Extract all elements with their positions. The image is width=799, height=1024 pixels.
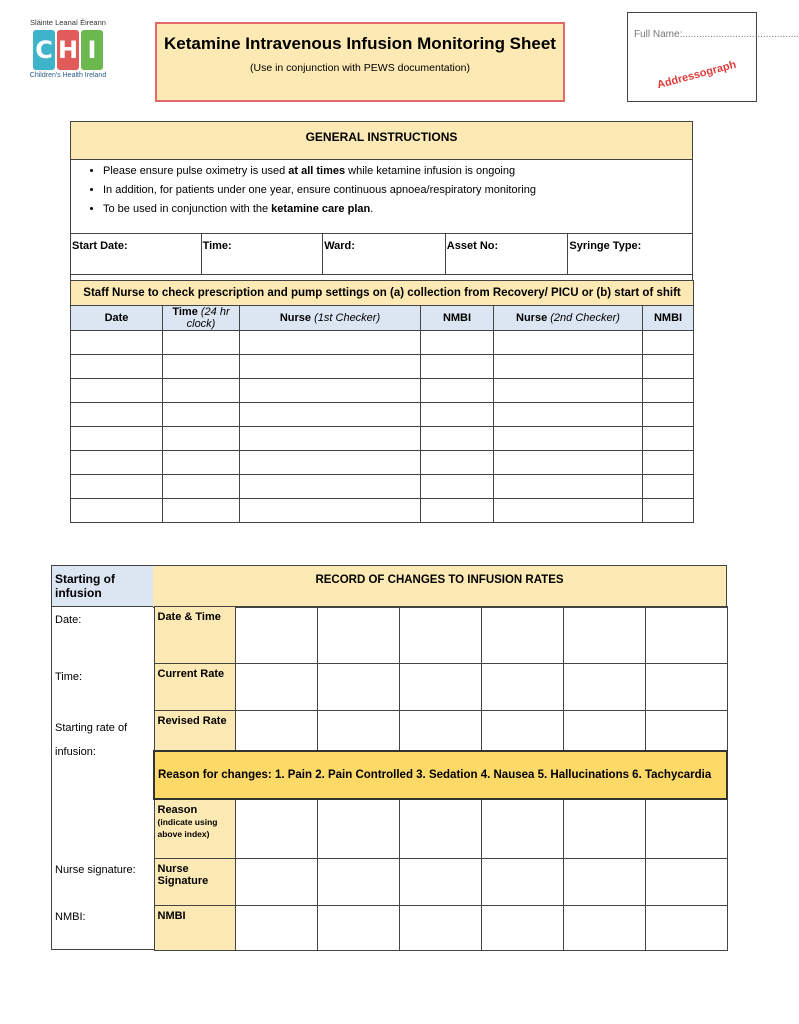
col-nmbi-2: NMBI: [643, 306, 694, 331]
nmbi-cell[interactable]: [399, 906, 481, 951]
reason-cell[interactable]: [317, 799, 399, 859]
chi-logo: [28, 18, 108, 98]
table-cell[interactable]: [71, 355, 163, 379]
staff-check-section: [70, 280, 693, 523]
reason-label: Reason (indicate using above index): [154, 799, 235, 859]
table-cell[interactable]: [71, 451, 163, 475]
instruction-item: • Please ensure pulse oximetry is used at all times while ketamine infusion is ongoing: [103, 165, 692, 177]
current-rate-cell[interactable]: [317, 664, 399, 711]
signature-cell[interactable]: [563, 859, 645, 906]
table-cell[interactable]: [421, 379, 494, 403]
logo-letter-blocks: [28, 30, 108, 70]
table-cell[interactable]: [240, 331, 421, 355]
table-row: [71, 475, 694, 499]
general-instructions-header: GENERAL INSTRUCTIONS: [71, 122, 692, 160]
nmbi-row-label: NMBI: [154, 906, 235, 951]
starting-infusion-header: Starting of infusion: [52, 566, 154, 607]
reasons-index: Reason for changes: 1. Pain 2. Pain Controlled 3. Sedation 4. Nausea 5. Hallucinations 6. Tachycardia: [154, 751, 727, 799]
table-row: [71, 403, 694, 427]
table-cell[interactable]: [421, 427, 494, 451]
table-cell[interactable]: [643, 427, 694, 451]
table-row: [71, 331, 694, 355]
table-cell[interactable]: [163, 331, 240, 355]
table-cell[interactable]: [643, 403, 694, 427]
infusion-record-section: [51, 565, 726, 948]
row-date-time: [154, 607, 727, 664]
table-cell[interactable]: [643, 499, 694, 523]
table-cell[interactable]: [421, 331, 494, 355]
instruction-list: [71, 165, 692, 215]
table-cell[interactable]: [240, 379, 421, 403]
current-rate-cell[interactable]: [481, 664, 563, 711]
table-cell[interactable]: [643, 451, 694, 475]
table-cell[interactable]: [163, 427, 240, 451]
nmbi-cell[interactable]: [645, 906, 727, 951]
table-cell[interactable]: [494, 427, 643, 451]
table-cell[interactable]: [643, 475, 694, 499]
table-cell[interactable]: [494, 499, 643, 523]
ward-field[interactable]: Ward:: [323, 234, 446, 274]
nmbi-cell[interactable]: [481, 906, 563, 951]
revised-rate-cell[interactable]: [563, 711, 645, 751]
logo-org-name: Sláinte Leanaí Éireann: [30, 18, 106, 27]
table-cell[interactable]: [240, 499, 421, 523]
signature-cell[interactable]: [235, 859, 317, 906]
row-nurse-signature: [154, 859, 727, 906]
row-current-rate: [154, 664, 727, 711]
table-cell[interactable]: [163, 379, 240, 403]
logo-subtitle: Children's Health Ireland: [29, 72, 107, 79]
asset-no-field[interactable]: Asset No:: [446, 234, 569, 274]
revised-rate-cell[interactable]: [645, 711, 727, 751]
row-nmbi: [154, 906, 727, 951]
table-cell[interactable]: [163, 403, 240, 427]
table-cell[interactable]: [71, 475, 163, 499]
table-cell[interactable]: [494, 451, 643, 475]
table-cell[interactable]: [494, 331, 643, 355]
col-time: Time (24 hr clock): [163, 306, 240, 331]
start-details-row: [71, 233, 692, 275]
table-cell[interactable]: [71, 403, 163, 427]
signature-cell[interactable]: [481, 859, 563, 906]
table-cell[interactable]: [163, 475, 240, 499]
instruction-item: • To be used in conjunction with the ketamine care plan.: [103, 203, 692, 215]
table-cell[interactable]: [240, 427, 421, 451]
reason-cell[interactable]: [563, 799, 645, 859]
table-cell[interactable]: [643, 331, 694, 355]
table-cell[interactable]: [71, 427, 163, 451]
staff-check-banner: Staff Nurse to check prescription and pump settings on (a) collection from Recovery/ PICU or (b) start of shift: [71, 281, 694, 306]
table-cell[interactable]: [421, 475, 494, 499]
date-time-label: Date & Time: [154, 607, 235, 664]
current-rate-label: Current Rate: [154, 664, 235, 711]
table-cell[interactable]: [643, 355, 694, 379]
nmbi-cell[interactable]: [317, 906, 399, 951]
signature-cell[interactable]: [399, 859, 481, 906]
table-row: [71, 499, 694, 523]
logo-letter-i: I: [81, 30, 103, 70]
time-field[interactable]: Time:: [202, 234, 324, 274]
nmbi-cell[interactable]: [235, 906, 317, 951]
table-cell[interactable]: [494, 379, 643, 403]
signature-cell[interactable]: [317, 859, 399, 906]
page-title: Ketamine Intravenous Infusion Monitoring Sheet: [164, 34, 556, 53]
start-date-field[interactable]: Start Date:: [71, 234, 202, 274]
table-cell[interactable]: [71, 331, 163, 355]
table-row: [71, 355, 694, 379]
date-time-cell[interactable]: [399, 607, 481, 664]
table-cell[interactable]: [494, 355, 643, 379]
logo-letter-h: H: [57, 30, 79, 70]
current-rate-cell[interactable]: [399, 664, 481, 711]
table-row: [71, 379, 694, 403]
staff-check-table: [70, 280, 694, 523]
page-subtitle: (Use in conjunction with PEWS documentation): [249, 62, 471, 74]
signature-cell[interactable]: [645, 859, 727, 906]
reason-cell[interactable]: [235, 799, 317, 859]
staff-check-rows: [71, 331, 694, 523]
nurse-signature-label[interactable]: Nurse signature:: [55, 864, 136, 876]
logo-letter-c: C: [33, 30, 55, 70]
instruction-item: • In addition, for patients under one year, ensure continuous apnoea/respiratory monitoring: [103, 184, 692, 196]
nmbi-cell[interactable]: [563, 906, 645, 951]
table-cell[interactable]: [163, 499, 240, 523]
addressograph-stamp: Addressograph: [655, 58, 738, 92]
reason-cell[interactable]: [399, 799, 481, 859]
table-cell[interactable]: [421, 403, 494, 427]
revised-rate-cell[interactable]: [317, 711, 399, 751]
date-time-cell[interactable]: [317, 607, 399, 664]
date-time-cell[interactable]: [563, 607, 645, 664]
revised-rate-label: Revised Rate: [154, 711, 235, 751]
syringe-type-field[interactable]: Syringe Type:: [569, 240, 642, 252]
table-row: [71, 427, 694, 451]
table-cell[interactable]: [163, 451, 240, 475]
col-date: Date: [71, 306, 163, 331]
start-date-label[interactable]: Date:: [55, 614, 82, 626]
table-cell[interactable]: [494, 475, 643, 499]
nmbi-label[interactable]: NMBI:: [55, 911, 86, 923]
col-nmbi-1: NMBI: [421, 306, 494, 331]
date-time-cell[interactable]: [645, 607, 727, 664]
table-cell[interactable]: [240, 403, 421, 427]
reason-cell[interactable]: [645, 799, 727, 859]
col-nurse-2: Nurse (2nd Checker): [494, 306, 643, 331]
record-changes-header: RECORD OF CHANGES TO INFUSION RATES: [153, 565, 727, 608]
table-cell[interactable]: [421, 355, 494, 379]
current-rate-cell[interactable]: [645, 664, 727, 711]
col-nurse-1: Nurse (1st Checker): [240, 306, 421, 331]
table-cell[interactable]: [240, 355, 421, 379]
date-time-cell[interactable]: [235, 607, 317, 664]
revised-rate-cell[interactable]: [399, 711, 481, 751]
date-time-cell[interactable]: [481, 607, 563, 664]
revised-rate-cell[interactable]: [235, 711, 317, 751]
table-row: [71, 451, 694, 475]
title-box: [155, 22, 565, 102]
addressograph-box[interactable]: [627, 12, 799, 102]
starting-infusion-column: [51, 565, 155, 950]
row-reasons-index: [154, 751, 727, 799]
start-time-label[interactable]: Time:: [55, 671, 83, 683]
table-cell[interactable]: [643, 379, 694, 403]
table-cell[interactable]: [494, 403, 643, 427]
rate-changes-table: [153, 606, 728, 951]
table-cell[interactable]: [240, 475, 421, 499]
revised-rate-cell[interactable]: [481, 711, 563, 751]
table-cell[interactable]: [421, 499, 494, 523]
reason-cell[interactable]: [481, 799, 563, 859]
row-reason: [154, 799, 727, 859]
table-cell[interactable]: [421, 451, 494, 475]
starting-rate-label[interactable]: Starting rate of infusion:: [55, 722, 128, 758]
table-cell[interactable]: [163, 355, 240, 379]
general-instructions: [70, 121, 693, 285]
row-revised-rate: [154, 711, 727, 751]
table-cell[interactable]: [71, 499, 163, 523]
current-rate-cell[interactable]: [563, 664, 645, 711]
table-cell[interactable]: [240, 451, 421, 475]
nurse-signature-row-label: Nurse Signature: [154, 859, 235, 906]
current-rate-cell[interactable]: [235, 664, 317, 711]
table-cell[interactable]: [71, 379, 163, 403]
full-name-field[interactable]: Full Name:..........................................: [634, 29, 799, 40]
